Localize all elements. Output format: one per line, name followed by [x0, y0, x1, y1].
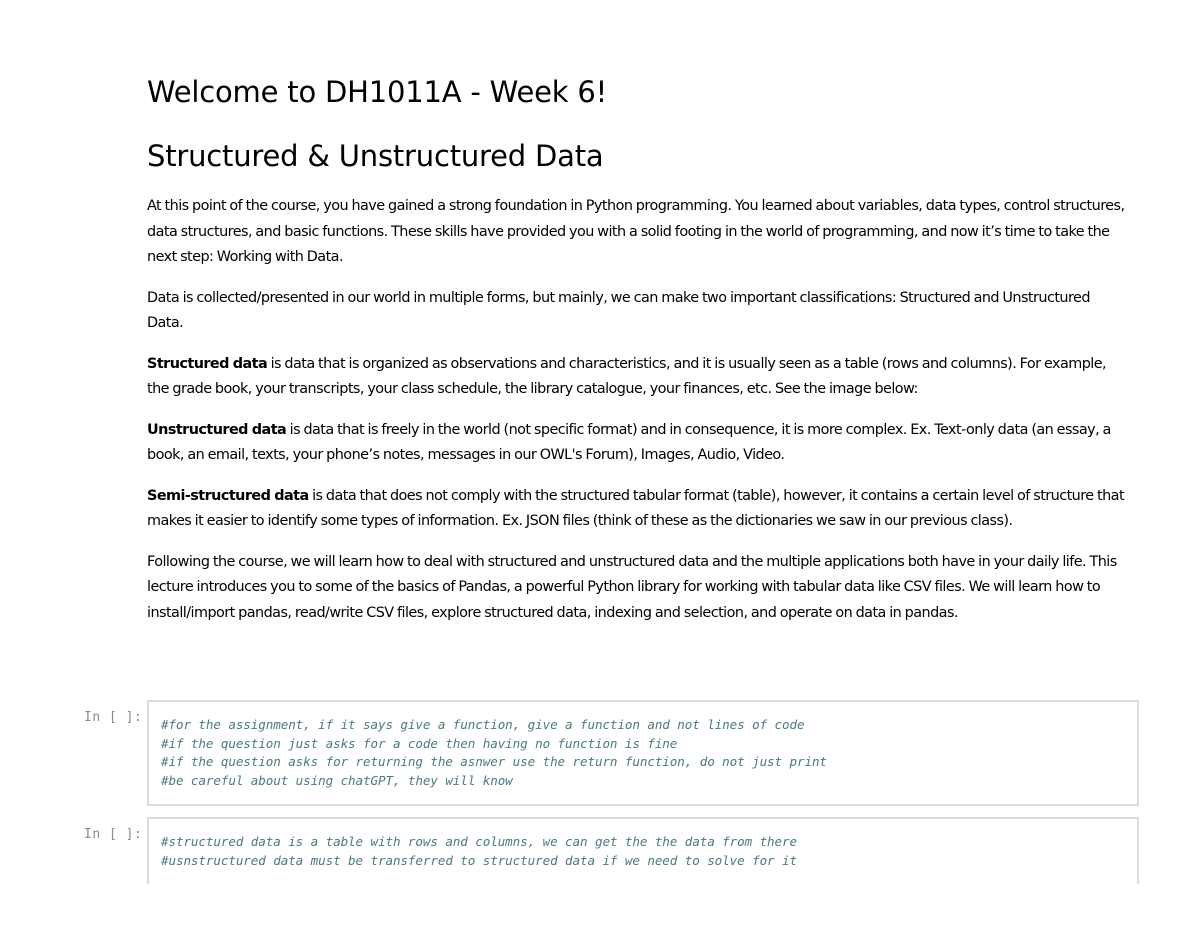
code-comment-line: #usnstructured data must be transferred to structured data if we need to solve for it [161, 852, 797, 868]
section-heading: Structured & Unstructured Data [147, 139, 604, 173]
unstructured-data-term: Unstructured data [147, 421, 287, 438]
following-paragraph: Following the course, we will learn how to deal with structured and unstructured data and the multiple applications both have in your daily life. This lecture introduces you to some of the basics of Pandas, a powerful Python library for working with tabular data like CSV files. We will learn how to install/import pandas, read/write CSV files, explore structured data, indexing and selection, and operate on data in pandas. [147, 553, 1117, 621]
intro-paragraph: At this point of the course, you have gained a strong foundation in Python programming. You learned about variables, data types, control structures, data structures, and basic functions. These skills have provided you with a solid footing in the world of programming, and now it’s time to take the next step: Working with Data. [147, 198, 1125, 265]
unstructured-data-paragraph [147, 418, 1127, 469]
code-comment-line: #be careful about using chatGPT, they will know [161, 772, 513, 788]
semi-structured-data-term: Semi-structured data [147, 487, 309, 504]
code-comment-line: #structured data is a table with rows and columns, we can get the the data from there [161, 834, 797, 849]
structured-data-term: Structured data [147, 355, 268, 372]
input-prompt: In [ ]: [84, 710, 143, 725]
page-title: Welcome to DH1011A - Week 6! [147, 75, 608, 109]
semi-structured-data-text: is data that does not comply with the structured tabular format (table), however, it contains a certain level of structure that makes it easier to identify some types of information. Ex. JSON files (think of these as the dictionaries we saw in our previous class). [147, 487, 1125, 529]
input-prompt: In [ ]: [84, 827, 143, 842]
classification-paragraph: Data is collected/presented in our world in multiple forms, but mainly, we can make two important classifications: Structured and Unstructured Data. [147, 289, 1090, 331]
code-comment-line: #for the assignment, if it says give a function, give a function and not lines of code [161, 717, 805, 732]
unstructured-data-text: is data that is freely in the world (not specific format) and in consequence, it is more complex. Ex. Text-only data (an essay, a book, an email, texts, your phone’s notes, messages in our OWL's Forum), Images, Audio, Video. [147, 421, 1111, 463]
code-input-area[interactable] [147, 700, 1139, 806]
structured-data-text: is data that is organized as observations and characteristics, and it is usually seen as a table (rows and columns). For example, the grade book, your transcripts, your class schedule, the library catalogue, your finances, etc. See the image below: [147, 355, 1107, 397]
markdown-cell[interactable] [147, 72, 1127, 626]
structured-data-paragraph [147, 352, 1127, 403]
code-comment-line: #if the question just asks for a code then having no function is fine [161, 735, 678, 751]
viewport-bottom-mask [0, 884, 1200, 927]
code-comment-line: #if the question asks for returning the asnwer use the return function, do not just print [161, 754, 827, 769]
semi-structured-data-paragraph [147, 484, 1127, 535]
